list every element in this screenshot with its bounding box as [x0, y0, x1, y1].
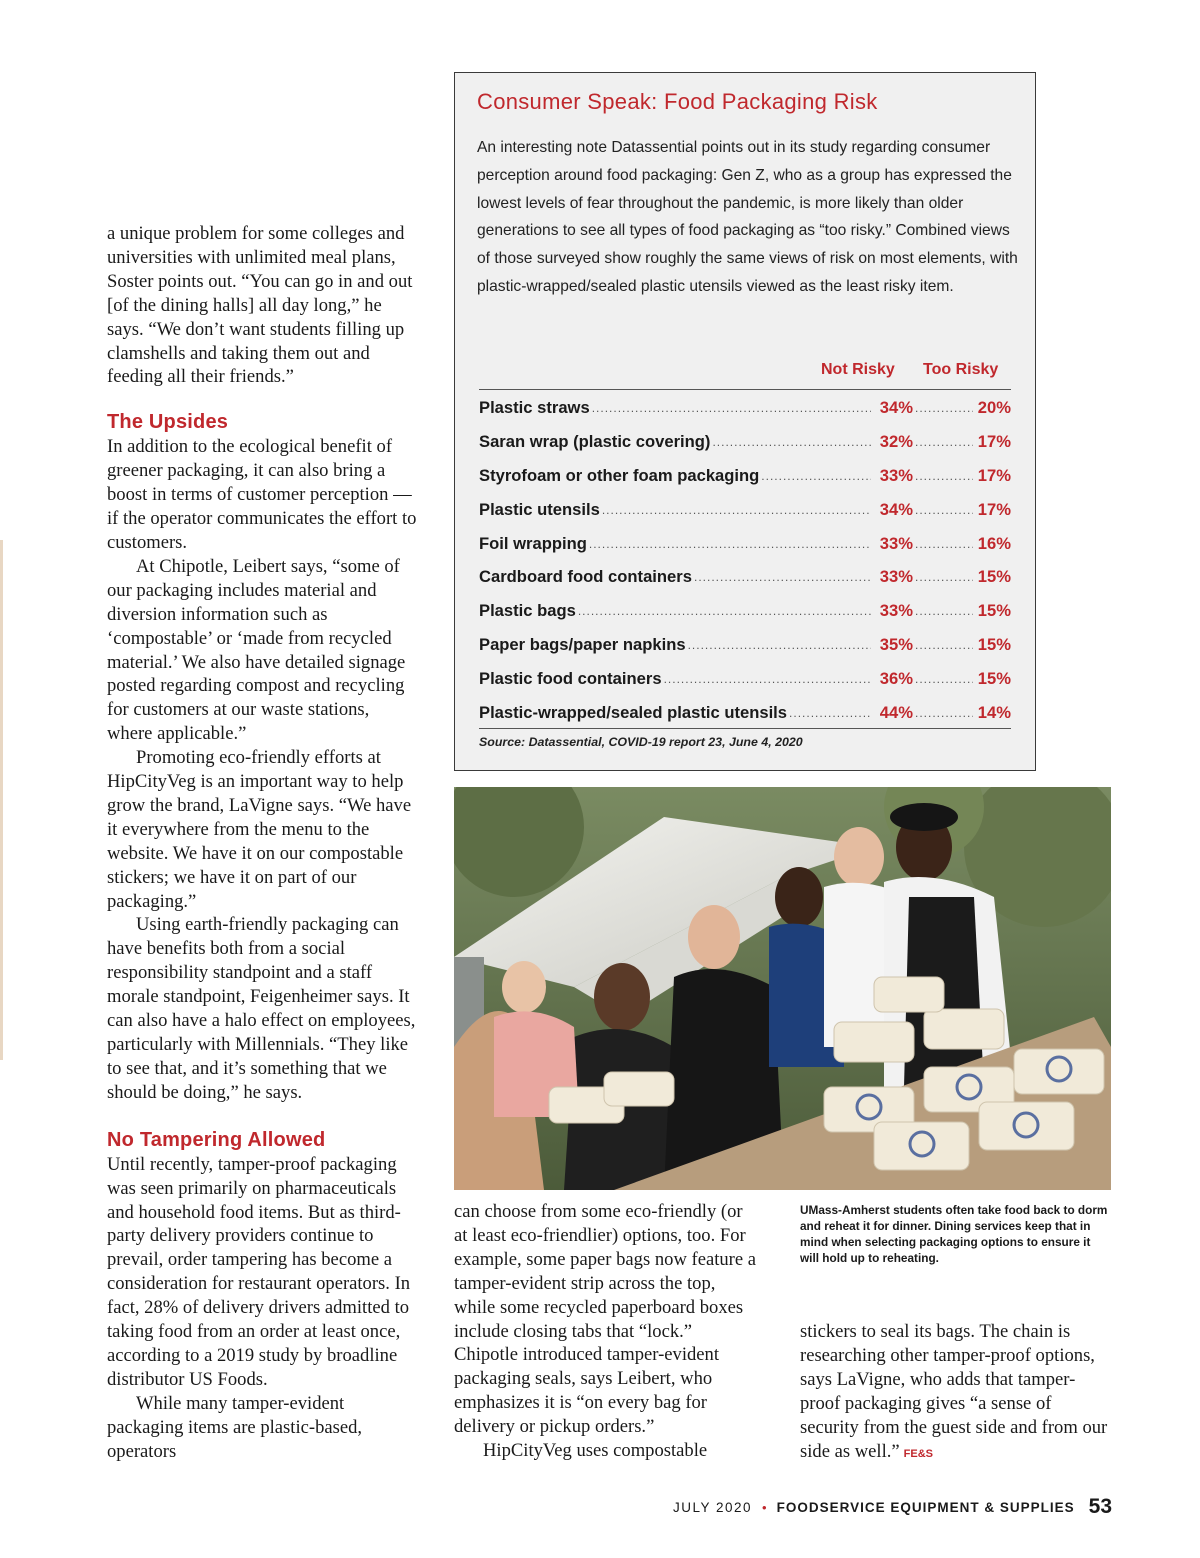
dot-leader [915, 706, 973, 720]
paragraph: can choose from some eco-friendly (or at least eco-friendlier) options, too. For example, some paper bags now feature a tamper-evident strip across the top, while some recycled paperboard boxes include closing tabs that “lock.” Chipotle introduced tamper-evident packaging seals, says Leibert, who emphasizes it is “on every bag for delivery or pickup orders.” [454, 1201, 757, 1438]
too-risky-value: 15% [977, 567, 1011, 587]
not-risky-value: 33% [879, 567, 913, 587]
table-row [479, 459, 1011, 493]
sidebar-intro: An interesting note Datassential points out in its study regarding consumer perception around food packaging: Gen Z, who as a group has expressed the lowest levels of fear throughout the pandemic, is more likely than older generations to see all types of food packaging as “too risky.” Combined views of those surveyed show roughly the same views of risk on most elements, with plastic-wrapped/sealed plastic utensils viewed as the least risky item. [477, 139, 1018, 295]
dot-leader [664, 672, 871, 686]
not-risky-value: 34% [879, 499, 913, 519]
dot-leader [589, 537, 871, 551]
too-risky-value: 20% [977, 397, 1011, 417]
issue-date: JULY 2020 [672, 1499, 753, 1515]
too-risky-value: 17% [977, 499, 1011, 519]
too-risky-value: 16% [977, 533, 1011, 553]
paragraph: While many tamper-evident packaging items are plastic-based, operators [107, 1392, 363, 1462]
dot-leader [712, 435, 871, 449]
dot-leader [915, 537, 973, 551]
table-row [479, 628, 1011, 662]
row-item-label: Foil wrapping [479, 533, 587, 553]
table-top-rule [479, 389, 1011, 390]
row-item-label: Paper bags/paper napkins [479, 635, 686, 655]
too-risky-value: 14% [977, 702, 1011, 722]
table-row [479, 560, 1011, 594]
footer-bullet: • [762, 1499, 767, 1515]
dot-leader [915, 672, 973, 686]
row-item-label: Plastic utensils [479, 499, 600, 519]
sidebar-box [454, 72, 1036, 771]
dot-leader [578, 604, 871, 618]
not-risky-value: 33% [879, 533, 913, 553]
end-mark: FE&S [903, 1447, 933, 1460]
photo-caption: UMass-Amherst students often take food back to dorm and reheat it for dinner. Dining services keep that in mind when selecting packaging options to ensure it will hold up to reheating. [800, 1203, 1108, 1265]
row-item-label: Cardboard food containers [479, 567, 692, 587]
row-item-label: Plastic food containers [479, 669, 662, 689]
table-row [479, 493, 1011, 527]
dot-leader [688, 638, 871, 652]
table-row [479, 425, 1011, 459]
dot-leader [915, 604, 973, 618]
source-note: Source: Datassential, COVID-19 report 23, June 4, 2020 [479, 735, 803, 749]
not-risky-value: 35% [879, 635, 913, 655]
row-item-label: Plastic bags [479, 601, 576, 621]
not-risky-value: 33% [879, 601, 913, 621]
dot-leader [789, 706, 871, 720]
paragraph-text: stickers to seal its bags. The chain is researching other tamper-proof options, says LaVigne, who adds that tamper-proof packaging gives “a sense of security from the guest side and from our side as well.” [800, 1321, 1108, 1462]
not-risky-value: 32% [879, 431, 913, 451]
table-row [479, 662, 1011, 696]
page-edge-strip [0, 540, 3, 1060]
dot-leader [602, 503, 871, 517]
not-risky-value: 44% [879, 702, 913, 722]
paragraph: Until recently, tamper-proof packaging was seen primarily on pharmaceuticals and household food items. But as third-party delivery providers continue to prevail, order tampering has become a consideration for restaurant operators. In fact, 28% of delivery drivers admitted to taking food from an order at least once, according to a 2019 study by broadline distributor US Foods. [107, 1153, 411, 1390]
row-item-label: Styrofoam or other foam packaging [479, 465, 760, 485]
dot-leader [915, 638, 973, 652]
paragraph: Promoting eco-friendly efforts at HipCityVeg is an important way to help grow the brand, LaVigne says. “We have it everywhere from the menu to the website. We have it on our compostable stickers; we have it on part of our packaging.” [107, 747, 412, 912]
dot-leader [694, 570, 871, 584]
too-risky-value: 17% [977, 431, 1011, 451]
row-item-label: Plastic straws [479, 397, 590, 417]
event-photo [454, 787, 1111, 1190]
page-footer [673, 1495, 1112, 1519]
dot-leader [915, 401, 973, 415]
sidebar-title: Consumer Speak: Food Packaging Risk [477, 89, 878, 114]
dot-leader [592, 401, 871, 415]
too-risky-value: 15% [977, 669, 1011, 689]
paragraph: HipCityVeg uses compostable [483, 1440, 708, 1462]
magazine-name: FOODSERVICE EQUIPMENT & SUPPLIES [776, 1499, 1075, 1515]
too-risky-value: 15% [977, 601, 1011, 621]
risk-table [479, 391, 1011, 730]
table-bottom-rule [479, 728, 1011, 729]
paragraph: In addition to the ecological benefit of greener packaging, it can also bring a boost in terms of customer perception — if the operator communicates the effort to customers. [107, 436, 417, 553]
not-risky-value: 33% [879, 465, 913, 485]
table-row [479, 527, 1011, 561]
dot-leader [915, 570, 973, 584]
photo-illustration [454, 787, 1111, 1190]
too-risky-value: 15% [977, 635, 1011, 655]
column-header-not-risky: Not Risky [821, 361, 895, 378]
article-column-3 [800, 1320, 1112, 1466]
table-row [479, 594, 1011, 628]
paragraph: Using earth-friendly packaging can have benefits both from a social responsibility standpoint and a staff morale standpoint, Feigenheimer says. It can also have a halo effect on employees, particularly with Millennials. “They like to see that, and it’s something that we should be doing,” he says. [107, 914, 416, 1103]
section-heading-upsides: The Upsides [107, 411, 229, 434]
dot-leader [761, 469, 871, 483]
not-risky-value: 36% [879, 669, 913, 689]
table-row [479, 696, 1011, 730]
too-risky-value: 17% [977, 465, 1011, 485]
paragraph [800, 1320, 1112, 1466]
table-row [479, 391, 1011, 425]
dot-leader [915, 503, 973, 517]
row-item-label: Plastic-wrapped/sealed plastic utensils [479, 702, 788, 722]
section-heading-tampering: No Tampering Allowed [107, 1128, 326, 1151]
article-column-1 [107, 222, 419, 1464]
row-item-label: Saran wrap (plastic covering) [479, 431, 711, 451]
dot-leader [915, 435, 973, 449]
dot-leader [915, 469, 973, 483]
page-number: 53 [1088, 1495, 1112, 1518]
column-header-too-risky: Too Risky [923, 361, 999, 378]
not-risky-value: 34% [879, 397, 913, 417]
article-column-2 [454, 1200, 759, 1463]
paragraph: At Chipotle, Leibert says, “some of our packaging includes material and diversion information such as ‘compostable’ or ‘made from recycled material.’ We also have detailed signage posted regarding compost and recycling for customers at our waste stations, where applicable.” [107, 555, 406, 745]
paragraph: a unique problem for some colleges and universities with unlimited meal plans, Soster points out. “You can go in and out [of the dining halls] all day long,” he says. “We don’t want students filling up clamshells and taking them out and feeding all their friends.” [107, 223, 413, 388]
